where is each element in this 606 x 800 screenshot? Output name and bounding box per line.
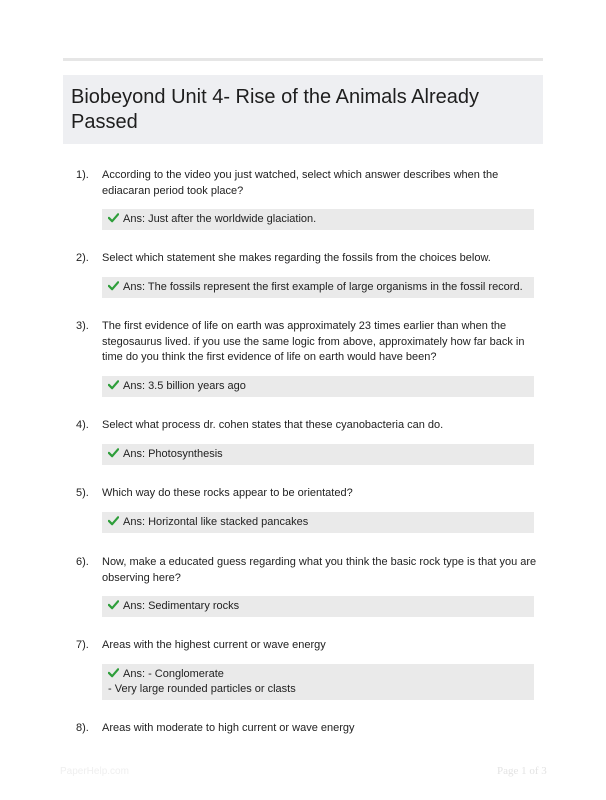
- check-icon: [108, 515, 119, 526]
- answer-text: Ans: 3.5 billion years ago: [123, 380, 246, 392]
- answer-text: Ans: Horizontal like stacked pancakes: [123, 516, 309, 528]
- question-number: 7).: [76, 639, 89, 651]
- question-text: The first evidence of life on earth was approximately 23 times earlier than when the stegosaurus lived. if you use the same logic from above, approximately how far back in time do you think the first evidence of life on earth would have been?: [102, 320, 525, 363]
- top-divider: [63, 58, 543, 61]
- question-number: 6).: [76, 556, 89, 568]
- answer-text: Ans: Sedimentary rocks: [123, 600, 240, 612]
- check-icon: [108, 212, 119, 223]
- question-text: Select what process dr. cohen states that these cyanobacteria can do.: [102, 419, 444, 431]
- title-banner: [63, 75, 543, 144]
- answer-box: [102, 209, 534, 230]
- answer-text: Ans: - Conglomerate: [123, 668, 224, 680]
- answer-box: [102, 376, 534, 397]
- answer-text: Ans: The fossils represent the first example of large organisms in the fossil record.: [123, 281, 523, 293]
- question-number: 3).: [76, 320, 89, 332]
- answer-box: [102, 512, 534, 533]
- page-title: Biobeyond Unit 4- Rise of the Animals Already Passed: [71, 86, 479, 133]
- answer-text: Ans: Just after the worldwide glaciation.: [123, 213, 317, 225]
- question-text: Now, make a educated guess regarding what you think the basic rock type is that you are observing here?: [102, 556, 537, 584]
- answer-text: Ans: Photosynthesis: [123, 448, 223, 460]
- answer-box: [102, 596, 534, 617]
- answer-detail: - Very large rounded particles or clasts: [108, 683, 296, 695]
- question-text: Select which statement she makes regarding the fossils from the choices below.: [102, 252, 491, 264]
- question-text: Areas with the highest current or wave energy: [102, 639, 326, 651]
- footer-watermark: PaperHelp.com: [60, 766, 129, 777]
- check-icon: [108, 667, 119, 678]
- check-icon: [108, 447, 119, 458]
- check-icon: [108, 599, 119, 610]
- question-number: 2).: [76, 252, 89, 264]
- question-text: Areas with moderate to high current or wave energy: [102, 722, 355, 734]
- question-text: According to the video you just watched, select which answer describes when the ediacaran period took place?: [102, 169, 499, 197]
- question-number: 4).: [76, 419, 89, 431]
- answer-box: [102, 664, 534, 700]
- answer-box: [102, 277, 534, 298]
- answer-box: [102, 444, 534, 465]
- question-number: 1).: [76, 169, 89, 181]
- check-icon: [108, 280, 119, 291]
- question-text: Which way do these rocks appear to be orientated?: [102, 487, 353, 499]
- question-number: 5).: [76, 487, 89, 499]
- page-number: Page 1 of 3: [497, 765, 547, 777]
- check-icon: [108, 379, 119, 390]
- question-number: 8).: [76, 722, 89, 734]
